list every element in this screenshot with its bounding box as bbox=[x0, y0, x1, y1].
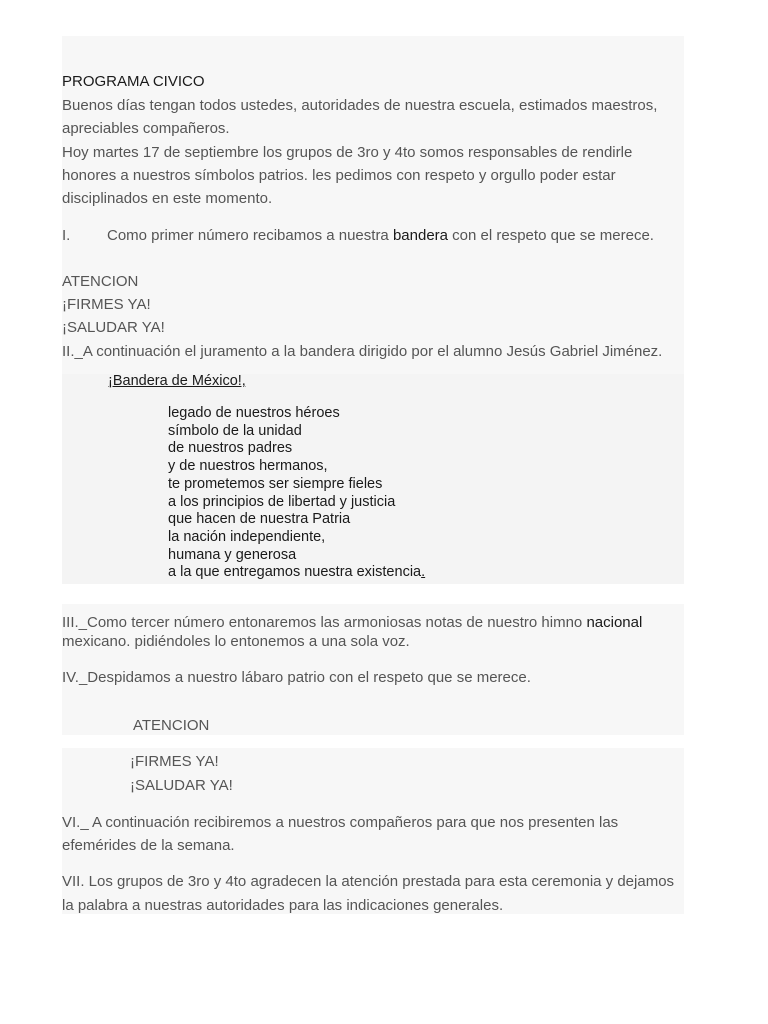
command-atencion: ATENCION bbox=[62, 273, 139, 290]
item-iii-keyword: nacional bbox=[586, 614, 643, 631]
oath-line: a los principios de libertad y justicia bbox=[168, 493, 396, 510]
item-iv-text: IV._Despidamos a nuestro lábaro patrio con el respeto que se merece. bbox=[62, 669, 531, 686]
command-atencion: ATENCION bbox=[133, 717, 210, 734]
command-firmes: ¡FIRMES YA! bbox=[130, 753, 219, 770]
oath-lines bbox=[168, 405, 425, 582]
item-ii-text: II._A continuación el juramento a la bandera dirigido por el alumno Jesús Gabriel Jiménez. bbox=[62, 343, 663, 360]
item-i-number: I. bbox=[62, 227, 71, 244]
oath-line: y de nuestros hermanos, bbox=[168, 458, 328, 475]
intro-paragraph-line: honores a nuestros símbolos patrios. les pedimos con respeto y orgullo poder estar bbox=[62, 167, 616, 184]
oath-line: te prometemos ser siempre fieles bbox=[168, 475, 383, 492]
oath-line: legado de nuestros héroes bbox=[168, 405, 340, 421]
item-vi-line: efemérides de la semana. bbox=[62, 837, 235, 854]
oath-title: ¡Bandera de México!, bbox=[108, 373, 246, 389]
item-i-text-start: Como primer número recibamos a nuestra bbox=[107, 227, 393, 244]
oath-line: que hacen de nuestra Patria bbox=[168, 511, 351, 528]
item-iii-text-start: III._Como tercer número entonaremos las armoniosas notas de nuestro himno bbox=[62, 614, 587, 631]
item-i-keyword: bandera bbox=[392, 227, 449, 244]
item-iii-line bbox=[62, 613, 642, 632]
document-title: PROGRAMA CIVICO bbox=[62, 73, 205, 90]
oath-line-last bbox=[168, 564, 425, 582]
oath-line-last-text: a la que entregamos nuestra existencia bbox=[168, 564, 422, 581]
item-i-text bbox=[107, 224, 654, 247]
item-i-text-end: con el respeto que se merece. bbox=[448, 227, 654, 244]
oath-line-last-punct: . bbox=[421, 564, 426, 581]
greeting-line: apreciables compañeros. bbox=[62, 120, 230, 137]
item-iii-line: mexicano. pidiéndoles lo entonemos a una sola voz. bbox=[62, 633, 410, 650]
item-vi-line: VI._ A continuación recibiremos a nuestros compañeros para que nos presenten las bbox=[62, 814, 619, 831]
intro-paragraph-line: disciplinados en este momento. bbox=[62, 190, 273, 207]
oath-line: símbolo de la unidad bbox=[168, 422, 302, 439]
intro-paragraph-line: Hoy martes 17 de septiembre los grupos de 3ro y 4to somos responsables de rendirle bbox=[62, 144, 633, 161]
oath-line: humana y generosa bbox=[168, 546, 297, 563]
command-firmes: ¡FIRMES YA! bbox=[62, 296, 151, 313]
item-vii-line: VII. Los grupos de 3ro y 4to agradecen la atención prestada para esta ceremonia y dejamos bbox=[62, 873, 675, 890]
item-vii-line: la palabra a nuestras autoridades para las indicaciones generales. bbox=[62, 897, 504, 914]
command-saludar: ¡SALUDAR YA! bbox=[62, 319, 165, 336]
oath-line: la nación independiente, bbox=[168, 528, 326, 545]
greeting-line: Buenos días tengan todos ustedes, autoridades de nuestra escuela, estimados maestros, bbox=[62, 97, 658, 114]
command-saludar: ¡SALUDAR YA! bbox=[130, 777, 233, 794]
oath-line: de nuestros padres bbox=[168, 440, 293, 457]
